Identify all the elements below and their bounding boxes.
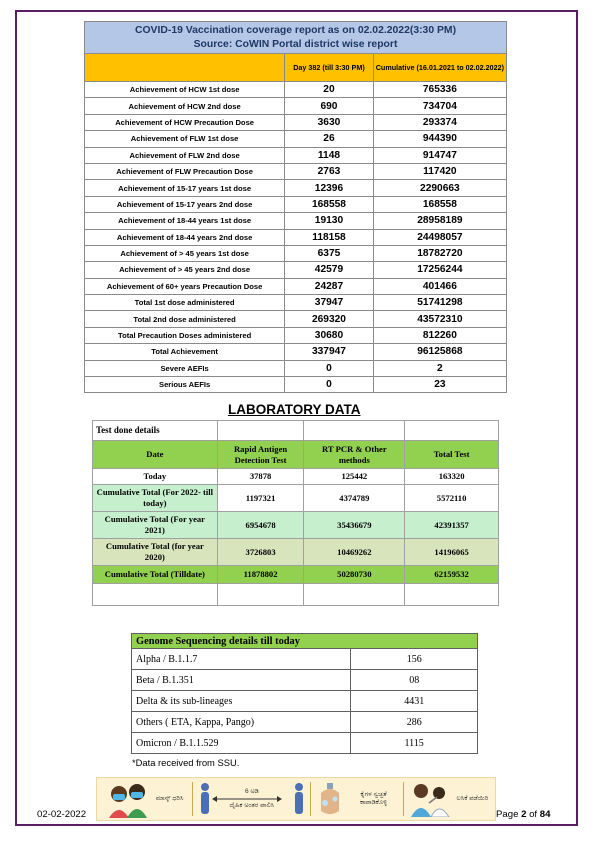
vaccination-row-day: 118158 bbox=[285, 229, 374, 245]
vaccination-row bbox=[85, 344, 507, 360]
vaccination-row-day: 337947 bbox=[285, 344, 374, 360]
laboratory-row-total: 42391357 bbox=[405, 512, 499, 539]
laboratory-row-rat: 6954678 bbox=[217, 512, 304, 539]
vaccination-row-cumulative: 24498057 bbox=[373, 229, 506, 245]
vaccination-row-cumulative: 168558 bbox=[373, 196, 506, 212]
vaccination-row-cumulative: 401466 bbox=[373, 278, 506, 294]
genome-variant-name: Beta / B.1.351 bbox=[132, 670, 351, 691]
vaccination-row-cumulative: 17256244 bbox=[373, 262, 506, 278]
laboratory-row-rtpcr: 125442 bbox=[304, 469, 405, 485]
vaccination-row-label: Total Precaution Doses administered bbox=[85, 327, 285, 343]
genome-row bbox=[132, 691, 478, 712]
laboratory-row-label: Cumulative Total (for year 2020) bbox=[93, 539, 218, 566]
vaccination-row bbox=[85, 278, 507, 294]
vaccination-row bbox=[85, 229, 507, 245]
vaccination-row-label: Total 1st dose administered bbox=[85, 295, 285, 311]
page-total: 84 bbox=[539, 809, 551, 820]
banner-distance-top: 6 ಅಡಿ bbox=[244, 788, 259, 795]
laboratory-row-total: 5572110 bbox=[405, 485, 499, 512]
laboratory-header-rat: Rapid Antigen Detection Test bbox=[217, 441, 304, 469]
laboratory-row-total: 14196065 bbox=[405, 539, 499, 566]
vaccination-row-cumulative: 2 bbox=[373, 360, 506, 376]
vaccination-row-day: 690 bbox=[285, 98, 374, 114]
vaccination-row-day: 12396 bbox=[285, 180, 374, 196]
genome-row bbox=[132, 712, 478, 733]
genome-source-note: *Data received from SSU. bbox=[132, 757, 240, 768]
vaccination-header-day: Day 382 (till 3:30 PM) bbox=[285, 54, 374, 82]
vaccination-title-line1: COVID-19 Vaccination coverage report as on 02.02.2022(3:30 PM) bbox=[134, 24, 457, 36]
vaccination-row-label: Serious AEFIs bbox=[85, 377, 285, 393]
vaccination-row-cumulative: 51741298 bbox=[373, 295, 506, 311]
laboratory-row-rat: 1197321 bbox=[217, 485, 304, 512]
banner-vaccine-segment bbox=[404, 778, 495, 820]
vaccination-row bbox=[85, 147, 507, 163]
vaccination-row-day: 1148 bbox=[285, 147, 374, 163]
laboratory-row-rat: 3726803 bbox=[217, 539, 304, 566]
vaccination-row-label: Total Achievement bbox=[85, 344, 285, 360]
laboratory-empty-cell bbox=[217, 584, 304, 606]
vaccination-row-label: Achievement of FLW 2nd dose bbox=[85, 147, 285, 163]
banner-distance-segment bbox=[193, 778, 310, 820]
vaccination-row-day: 168558 bbox=[285, 196, 374, 212]
laboratory-empty-cell bbox=[405, 584, 499, 606]
banner-mask-text: ಮಾಸ್ಕ್ ಧರಿಸಿ bbox=[155, 795, 184, 802]
vaccination-row-cumulative: 734704 bbox=[373, 98, 506, 114]
vaccination-row-cumulative: 2290663 bbox=[373, 180, 506, 196]
vaccination-row bbox=[85, 262, 507, 278]
vaccination-row-label: Achievement of > 45 years 1st dose bbox=[85, 245, 285, 261]
vaccination-table-body bbox=[85, 82, 507, 393]
vaccination-row-day: 19130 bbox=[285, 213, 374, 229]
vaccination-table-title bbox=[85, 22, 507, 54]
vaccination-header-cumulative: Cumulative (16.01.2021 to 02.02.2022) bbox=[373, 54, 506, 82]
vaccination-row-label: Achievement of > 45 years 2nd dose bbox=[85, 262, 285, 278]
vaccination-row-label: Achievement of 15-17 years 1st dose bbox=[85, 180, 285, 196]
genome-variant-count: 156 bbox=[351, 649, 478, 670]
laboratory-row-total: 163320 bbox=[405, 469, 499, 485]
vaccination-row bbox=[85, 98, 507, 114]
vaccination-row-label: Achievement of HCW Precaution Dose bbox=[85, 114, 285, 130]
vaccination-row bbox=[85, 213, 507, 229]
banner-hands-text: ಕೈಗಳ ಸ್ವಚ್ಛತೆ ಕಾಪಾಡಿಕೊಳ್ಳಿ bbox=[360, 791, 388, 806]
vaccination-row-day: 42579 bbox=[285, 262, 374, 278]
vaccination-row-day: 20 bbox=[285, 82, 374, 98]
vaccination-row bbox=[85, 327, 507, 343]
laboratory-row-label: Cumulative Total (For 2022- till today) bbox=[93, 485, 218, 512]
vaccination-row-cumulative: 812260 bbox=[373, 327, 506, 343]
laboratory-row-rat: 11878802 bbox=[217, 566, 304, 584]
laboratory-row-rtpcr: 10469262 bbox=[304, 539, 405, 566]
vaccination-row bbox=[85, 377, 507, 393]
vaccination-row-label: Achievement of 60+ years Precaution Dose bbox=[85, 278, 285, 294]
vaccination-row-cumulative: 23 bbox=[373, 377, 506, 393]
vaccination-row-label: Severe AEFIs bbox=[85, 360, 285, 376]
genome-row bbox=[132, 670, 478, 691]
laboratory-row-rat: 37878 bbox=[217, 469, 304, 485]
vaccination-row bbox=[85, 360, 507, 376]
vaccination-title-line2: Source: CoWIN Portal district wise report bbox=[193, 38, 398, 50]
vaccination-row-cumulative: 43572310 bbox=[373, 311, 506, 327]
page-of: of bbox=[529, 809, 538, 820]
genome-variant-count: 4431 bbox=[351, 691, 478, 712]
laboratory-header-rtpcr: RT PCR & Other methods bbox=[304, 441, 405, 469]
vaccination-row bbox=[85, 163, 507, 179]
genome-variant-count: 1115 bbox=[351, 733, 478, 754]
vaccination-row-label: Achievement of 18-44 years 1st dose bbox=[85, 213, 285, 229]
banner-mask-segment bbox=[97, 778, 192, 820]
vaccination-row-day: 0 bbox=[285, 360, 374, 376]
vaccination-row bbox=[85, 245, 507, 261]
vaccination-row bbox=[85, 180, 507, 196]
masked-people-icon bbox=[105, 780, 151, 818]
laboratory-caption-blank bbox=[304, 421, 405, 441]
vaccination-row-label: Achievement of 15-17 years 2nd dose bbox=[85, 196, 285, 212]
genome-row bbox=[132, 733, 478, 754]
vaccination-row-cumulative: 18782720 bbox=[373, 245, 506, 261]
vaccination-row-cumulative: 293374 bbox=[373, 114, 506, 130]
banner-hands-segment bbox=[311, 778, 402, 820]
handwash-icon bbox=[315, 781, 345, 817]
covid-appropriate-behaviour-banner bbox=[96, 777, 496, 821]
vaccination-row bbox=[85, 114, 507, 130]
genome-variant-name: Delta & its sub-lineages bbox=[132, 691, 351, 712]
page-number bbox=[496, 809, 550, 820]
vaccination-row-cumulative: 944390 bbox=[373, 131, 506, 147]
vaccination-row bbox=[85, 131, 507, 147]
laboratory-row bbox=[93, 485, 499, 512]
laboratory-row bbox=[93, 539, 499, 566]
laboratory-row bbox=[93, 512, 499, 539]
laboratory-empty-cell bbox=[304, 584, 405, 606]
vaccination-row-cumulative: 96125868 bbox=[373, 344, 506, 360]
laboratory-header-date: Date bbox=[93, 441, 218, 469]
genome-variant-name: Others ( ETA, Kappa, Pango) bbox=[132, 712, 351, 733]
laboratory-row-rtpcr: 4374789 bbox=[304, 485, 405, 512]
vaccination-row-label: Total 2nd dose administered bbox=[85, 311, 285, 327]
vaccination-row-day: 26 bbox=[285, 131, 374, 147]
vaccination-row bbox=[85, 196, 507, 212]
vaccination-header-blank bbox=[85, 54, 285, 82]
genome-variant-count: 286 bbox=[351, 712, 478, 733]
page-prefix: Page bbox=[496, 809, 519, 820]
laboratory-row-label: Today bbox=[93, 469, 218, 485]
genome-variant-name: Alpha / B.1.1.7 bbox=[132, 649, 351, 670]
vaccination-row-day: 37947 bbox=[285, 295, 374, 311]
genome-heading: Genome Sequencing details till today bbox=[132, 634, 478, 649]
vaccination-row-cumulative: 765336 bbox=[373, 82, 506, 98]
vaccination-row bbox=[85, 295, 507, 311]
vaccination-row-label: Achievement of FLW 1st dose bbox=[85, 131, 285, 147]
vaccination-row-day: 2763 bbox=[285, 163, 374, 179]
laboratory-row-label: Cumulative Total (For year 2021) bbox=[93, 512, 218, 539]
laboratory-row-label: Cumulative Total (Tilldate) bbox=[93, 566, 218, 584]
laboratory-caption-blank bbox=[405, 421, 499, 441]
vaccination-row-day: 269320 bbox=[285, 311, 374, 327]
person-icon bbox=[198, 782, 212, 816]
vaccination-row-cumulative: 914747 bbox=[373, 147, 506, 163]
vaccination-row-label: Achievement of FLW Precaution Dose bbox=[85, 163, 285, 179]
laboratory-row bbox=[93, 469, 499, 485]
banner-distance-text: ದೈಹಿಕ ಅಂತರ ಪಾಲಿಸಿ bbox=[229, 802, 275, 809]
laboratory-caption-blank bbox=[217, 421, 304, 441]
vaccination-row-day: 0 bbox=[285, 377, 374, 393]
genome-variant-count: 08 bbox=[351, 670, 478, 691]
page-current: 2 bbox=[521, 809, 527, 820]
laboratory-table bbox=[92, 420, 499, 606]
banner-distance-block bbox=[212, 788, 292, 810]
laboratory-row-rtpcr: 35436679 bbox=[304, 512, 405, 539]
footer-date: 02-02-2022 bbox=[37, 809, 87, 820]
vaccination-icon bbox=[409, 781, 451, 817]
genome-variant-name: Omicron / B.1.1.529 bbox=[132, 733, 351, 754]
genome-sequencing-table bbox=[131, 633, 478, 754]
laboratory-heading: LABORATORY DATA bbox=[228, 402, 361, 417]
vaccination-row-label: Achievement of 18-44 years 2nd dose bbox=[85, 229, 285, 245]
vaccination-coverage-table bbox=[84, 21, 507, 393]
laboratory-row-rtpcr: 50280730 bbox=[304, 566, 405, 584]
vaccination-row-cumulative: 117420 bbox=[373, 163, 506, 179]
vaccination-row-day: 30680 bbox=[285, 327, 374, 343]
vaccination-row bbox=[85, 311, 507, 327]
vaccination-row-day: 6375 bbox=[285, 245, 374, 261]
person-icon bbox=[292, 782, 306, 816]
vaccination-row-day: 24287 bbox=[285, 278, 374, 294]
laboratory-caption: Test done details bbox=[93, 421, 218, 441]
vaccination-row-cumulative: 28958189 bbox=[373, 213, 506, 229]
laboratory-row bbox=[93, 566, 499, 584]
vaccination-row-label: Achievement of HCW 2nd dose bbox=[85, 98, 285, 114]
laboratory-header-total: Total Test bbox=[405, 441, 499, 469]
vaccination-row-day: 3630 bbox=[285, 114, 374, 130]
vaccination-row-label: Achievement of HCW 1st dose bbox=[85, 82, 285, 98]
laboratory-row-total: 62159532 bbox=[405, 566, 499, 584]
banner-vaccine-text: ಲಸಿಕೆ ಪಡೆಯಿರಿ bbox=[456, 795, 489, 802]
laboratory-empty-cell bbox=[93, 584, 218, 606]
vaccination-row bbox=[85, 82, 507, 98]
genome-row bbox=[132, 649, 478, 670]
